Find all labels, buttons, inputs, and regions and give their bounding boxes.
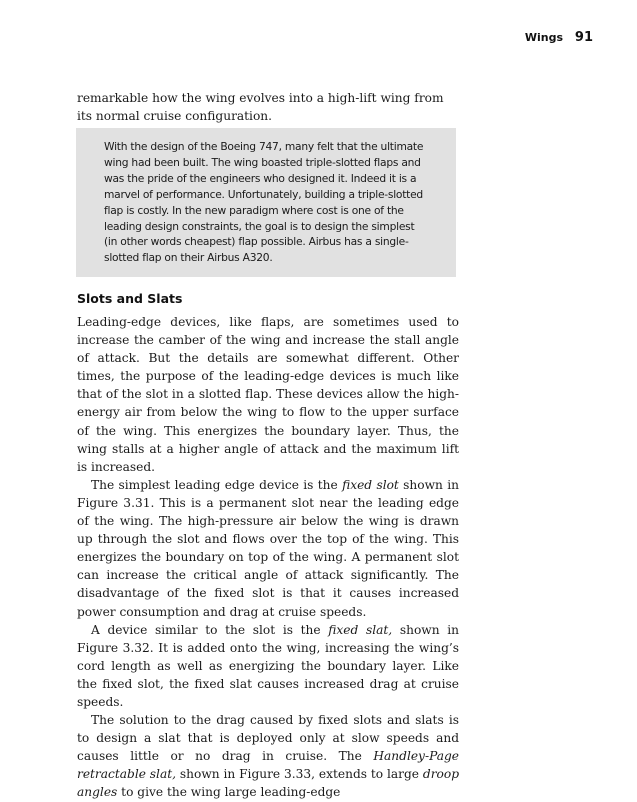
paragraph-2-lead: The simplest leading edge device is the xyxy=(91,477,343,492)
sidebar-box xyxy=(76,128,456,277)
term-fixed-slat: fixed slat, xyxy=(328,622,393,637)
paragraph-3 xyxy=(77,621,459,711)
page-number: 91 xyxy=(574,30,593,45)
intro-paragraph: remarkable how the wing evolves into a high-lift wing from its normal cruise configuration. xyxy=(77,91,444,124)
paragraph-4 xyxy=(77,711,459,801)
paragraph-4-middle: shown in Figure 3.33, extends to large xyxy=(176,767,423,782)
paragraph-2 xyxy=(77,476,459,621)
paragraph-4-lead: The solution to the drag caused by fixed slots and slats is to design a slat that is deployed only at slow speeds and causes little or no drag in cruise. The xyxy=(77,713,459,764)
paragraph-3-lead: A device similar to the slot is the xyxy=(91,622,329,637)
sidebar-text: With the design of the Boeing 747, many felt that the ultimate wing had been built. The wing boasted triple-slotted flaps and was the pride of the engineers who designed it. Indeed it is a marvel of performance. Unfortunately, building a triple-slotted flap is costly. In the new paradigm where cost is one of the leading design constraints, the goal is to design the simplest (in other words cheapest) flap possible. Airbus has a single-slotted flap on their Airbus A320. xyxy=(104,140,424,265)
paragraph-2-rest: shown in Figure 3.31. This is a permanent slot near the leading edge of the wing. The high-pressure air below the wing is drawn up through the slot and flows over the top of the wing. This energizes the boundary on top of the wing. A permanent slot can increase the critical angle of attack significantly. The disadvantage of the fixed slot is that it causes increased power consumption and drag at cruise speeds. xyxy=(77,477,459,619)
paragraph-3-rest: shown in Figure 3.32. It is added onto the wing, increasing the wing’s cord length as well as energizing the boundary layer. Like the fixed slot, the fixed slat causes increased drag at cruise speeds. xyxy=(77,622,459,709)
section-body xyxy=(77,313,459,802)
paragraph-1: Leading-edge devices, like flaps, are sometimes used to increase the camber of the wing and increase the stall angle of attack. But the details are somewhat different. Other times, the purpose of the leading-edge devices is much like that of the slot in a slotted flap. These devices allow the high-energy air from below the wing to flow to the upper surface of the wing. This energizes the boundary layer. Thus, the wing stalls at a higher angle of attack and the maximum lift is increased. xyxy=(77,315,459,474)
term-fixed-slot: fixed slot xyxy=(342,477,399,492)
running-title: Wings xyxy=(524,31,564,44)
running-head xyxy=(525,30,593,45)
paragraph-4-rest: to give the wing large leading-edge xyxy=(117,785,341,800)
term-handley-page-slat: Handley-Page retractable slat, xyxy=(77,749,459,782)
term-droop-angles: droop angles xyxy=(77,767,459,800)
section-heading: Slots and Slats xyxy=(77,291,183,306)
